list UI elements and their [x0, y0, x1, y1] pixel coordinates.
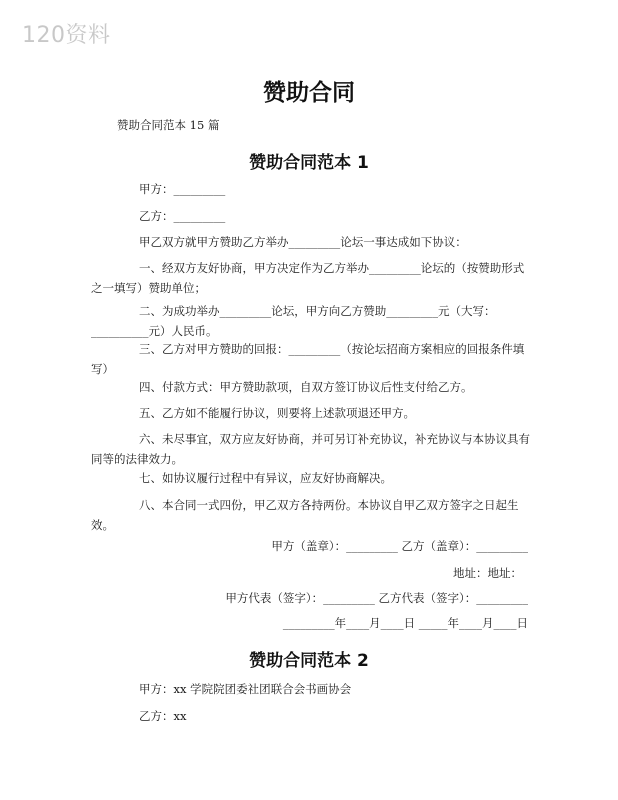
seal-line: 甲方（盖章）：_________ 乙方（盖章）：_________: [271, 539, 528, 553]
section-2-party-a: 甲方：xx 学院院团委社团联合会书画协会: [139, 682, 352, 696]
party-b-line: 乙方：_________: [139, 209, 226, 223]
clause-3: 三、乙方对甲方赞助的回报：_________（按论坛招商方案相应的回报条件填写）: [91, 342, 525, 376]
document-subtitle: 赞助合同范本 15 篇: [117, 118, 220, 132]
clause-1: 一、经双方友好协商，甲方决定作为乙方举办_________论坛的（按赞助形式之一填写）赞助单位；: [91, 261, 525, 295]
section-1-heading: 赞助合同范本 1: [249, 153, 369, 173]
section-2-heading: 赞助合同范本 2: [249, 651, 369, 671]
representative-line: 甲方代表（签字）：_________ 乙方代表（签字）：_________: [225, 591, 528, 605]
address-line: 地址：地址：: [453, 566, 522, 580]
date-line: _________年____月____日 _____年____月____日: [282, 616, 528, 630]
watermark: 120资料: [22, 23, 111, 48]
clause-8: 八、本合同一式四份，甲乙双方各持两份。本协议自甲乙双方签字之日起生效。: [91, 498, 519, 532]
intro-paragraph: 甲乙双方就甲方赞助乙方举办_________论坛一事达成如下协议：: [139, 235, 467, 249]
document-title: 赞助合同: [263, 80, 355, 106]
party-a-line: 甲方：_________: [139, 182, 226, 196]
clause-5: 五、乙方如不能履行协议，则要将上述款项退还甲方。: [139, 406, 415, 420]
clause-2: 二、为成功举办_________论坛，甲方向乙方赞助_________元（大写：__________元）人民币。: [91, 304, 496, 338]
clause-6: 六、未尽事宜，双方应友好协商，并可另订补充协议，补充协议与本协议具有同等的法律效力。: [91, 432, 530, 466]
clause-7: 七、如协议履行过程中有异议，应友好协商解决。: [139, 471, 392, 485]
section-2-party-b: 乙方：xx: [139, 709, 187, 723]
clause-4: 四、付款方式：甲方赞助款项，自双方签订协议后性支付给乙方。: [139, 380, 473, 394]
